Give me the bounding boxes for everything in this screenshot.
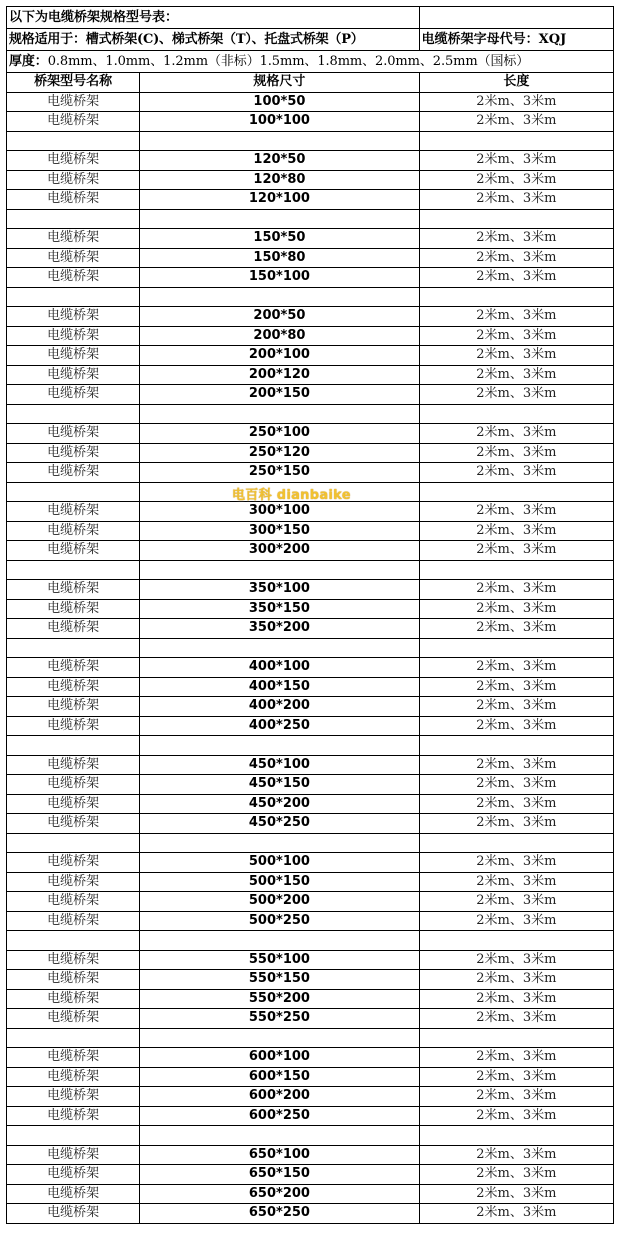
table-row — [7, 170, 614, 190]
table-row — [7, 229, 614, 249]
length-cell: 2米m、3米m — [419, 619, 613, 639]
table-row — [7, 892, 614, 912]
spec-size-cell: 500*100 — [140, 853, 419, 873]
length-cell: 2米m、3米m — [419, 794, 613, 814]
table-title: 以下为电缆桥架规格型号表： — [7, 7, 420, 29]
blank-cell — [7, 404, 140, 424]
blank-separator-row — [7, 1126, 614, 1146]
spec-size-cell: 120*50 — [140, 151, 419, 171]
length-cell: 2米m、3米m — [419, 151, 613, 171]
cable-tray-name-cell: 电缆桥架 — [7, 385, 140, 405]
cable-tray-name-cell: 电缆桥架 — [7, 950, 140, 970]
thickness-row — [7, 51, 614, 73]
blank-cell — [140, 833, 419, 853]
spec-size-cell: 150*80 — [140, 248, 419, 268]
table-row — [7, 775, 614, 795]
length-cell: 2米m、3米m — [419, 365, 613, 385]
spec-size-cell: 500*200 — [140, 892, 419, 912]
cable-tray-name-cell: 电缆桥架 — [7, 911, 140, 931]
blank-cell — [7, 931, 140, 951]
cable-tray-name-cell: 电缆桥架 — [7, 92, 140, 112]
spec-size-cell: 300*100 — [140, 502, 419, 522]
table-row — [7, 658, 614, 678]
spec-size-cell: 550*150 — [140, 970, 419, 990]
blank-separator-row — [7, 131, 614, 151]
cable-tray-name-cell: 电缆桥架 — [7, 677, 140, 697]
blank-cell — [419, 404, 613, 424]
applies-row — [7, 29, 614, 51]
spec-size-cell: 350*200 — [140, 619, 419, 639]
spec-size-cell: 200*50 — [140, 307, 419, 327]
blank-separator-row — [7, 736, 614, 756]
cable-tray-name-cell: 电缆桥架 — [7, 599, 140, 619]
cable-tray-name-cell: 电缆桥架 — [7, 619, 140, 639]
spec-size-cell: 300*200 — [140, 541, 419, 561]
blank-cell — [140, 404, 419, 424]
length-cell: 2米m、3米m — [419, 502, 613, 522]
table-row — [7, 970, 614, 990]
table-row — [7, 190, 614, 210]
cable-tray-name-cell: 电缆桥架 — [7, 1165, 140, 1185]
spec-size-cell: 200*100 — [140, 346, 419, 366]
spec-size-cell: 500*250 — [140, 911, 419, 931]
spec-size-cell: 250*120 — [140, 443, 419, 463]
blank-cell — [419, 131, 613, 151]
blank-cell — [419, 638, 613, 658]
spec-size-cell: 400*150 — [140, 677, 419, 697]
thickness-note — [7, 51, 614, 73]
spec-size-cell: 450*100 — [140, 755, 419, 775]
spec-size-cell: 500*150 — [140, 872, 419, 892]
length-cell: 2米m、3米m — [419, 170, 613, 190]
cable-tray-name-cell: 电缆桥架 — [7, 970, 140, 990]
blank-cell — [419, 209, 613, 229]
letter-code: 电缆桥架字母代号：XQJ — [419, 29, 613, 51]
blank-cell — [419, 560, 613, 580]
length-cell: 2米m、3米m — [419, 229, 613, 249]
cable-tray-name-cell: 电缆桥架 — [7, 365, 140, 385]
cable-tray-name-cell: 电缆桥架 — [7, 1009, 140, 1029]
table-row — [7, 580, 614, 600]
cable-tray-name-cell: 电缆桥架 — [7, 1145, 140, 1165]
table-row — [7, 502, 614, 522]
cable-tray-name-cell: 电缆桥架 — [7, 463, 140, 483]
cable-tray-name-cell: 电缆桥架 — [7, 151, 140, 171]
length-cell: 2米m、3米m — [419, 443, 613, 463]
blank-cell — [140, 560, 419, 580]
cable-tray-name-cell: 电缆桥架 — [7, 794, 140, 814]
blank-cell — [7, 833, 140, 853]
table-row — [7, 326, 614, 346]
blank-separator-row — [7, 1028, 614, 1048]
cable-tray-name-cell: 电缆桥架 — [7, 443, 140, 463]
table-row — [7, 151, 614, 171]
length-cell: 2米m、3米m — [419, 463, 613, 483]
cable-tray-name-cell: 电缆桥架 — [7, 755, 140, 775]
blank-cell — [7, 131, 140, 151]
blank-separator-row — [7, 287, 614, 307]
length-cell: 2米m、3米m — [419, 716, 613, 736]
table-row — [7, 1048, 614, 1068]
cable-tray-name-cell: 电缆桥架 — [7, 892, 140, 912]
blank-cell — [419, 833, 613, 853]
length-cell: 2米m、3米m — [419, 580, 613, 600]
table-row — [7, 1145, 614, 1165]
spec-size-cell: 400*100 — [140, 658, 419, 678]
blank-cell — [419, 287, 613, 307]
table-row — [7, 619, 614, 639]
spec-size-cell: 100*50 — [140, 92, 419, 112]
table-row — [7, 1106, 614, 1126]
length-cell: 2米m、3米m — [419, 911, 613, 931]
cable-tray-name-cell: 电缆桥架 — [7, 1087, 140, 1107]
length-cell: 2米m、3米m — [419, 346, 613, 366]
length-cell: 2米m、3米m — [419, 268, 613, 288]
blank-cell — [419, 1126, 613, 1146]
blank-separator-row — [7, 931, 614, 951]
table-row — [7, 248, 614, 268]
blank-cell — [140, 736, 419, 756]
table-row — [7, 112, 614, 132]
length-cell: 2米m、3米m — [419, 853, 613, 873]
cable-tray-name-cell: 电缆桥架 — [7, 268, 140, 288]
table-row — [7, 346, 614, 366]
table-row — [7, 911, 614, 931]
length-cell: 2米m、3米m — [419, 1048, 613, 1068]
table-row — [7, 1087, 614, 1107]
cable-tray-name-cell: 电缆桥架 — [7, 170, 140, 190]
table-row — [7, 443, 614, 463]
table-row — [7, 755, 614, 775]
length-cell: 2米m、3米m — [419, 892, 613, 912]
table-row — [7, 814, 614, 834]
blank-cell — [419, 482, 613, 502]
spec-size-cell: 150*50 — [140, 229, 419, 249]
thickness-values: 0.8mm、1.0mm、1.2mm（非标）1.5mm、1.8mm、2.0mm、2.5mm（国标） — [47, 53, 530, 69]
cable-tray-name-cell: 电缆桥架 — [7, 1204, 140, 1224]
spec-size-cell: 600*150 — [140, 1067, 419, 1087]
length-cell: 2米m、3米m — [419, 307, 613, 327]
cable-tray-name-cell: 电缆桥架 — [7, 853, 140, 873]
cable-tray-name-cell: 电缆桥架 — [7, 580, 140, 600]
blank-cell — [7, 560, 140, 580]
column-header-spec: 规格尺寸 — [140, 73, 419, 93]
length-cell: 2米m、3米m — [419, 677, 613, 697]
table-row — [7, 989, 614, 1009]
cable-tray-name-cell: 电缆桥架 — [7, 229, 140, 249]
table-row — [7, 697, 614, 717]
table-row — [7, 1165, 614, 1185]
applies-note: 规格适用于：槽式桥架(C)、梯式桥架（T）、托盘式桥架（P） — [7, 29, 420, 51]
length-cell: 2米m、3米m — [419, 385, 613, 405]
blank-cell — [7, 1028, 140, 1048]
table-row — [7, 365, 614, 385]
blank-cell — [7, 736, 140, 756]
cable-tray-name-cell: 电缆桥架 — [7, 541, 140, 561]
length-cell: 2米m、3米m — [419, 1009, 613, 1029]
spec-size-cell: 450*150 — [140, 775, 419, 795]
spec-size-cell: 650*100 — [140, 1145, 419, 1165]
length-cell: 2米m、3米m — [419, 1106, 613, 1126]
table-row — [7, 541, 614, 561]
spec-size-cell: 120*100 — [140, 190, 419, 210]
cable-tray-name-cell: 电缆桥架 — [7, 1106, 140, 1126]
blank-cell — [7, 482, 140, 502]
blank-separator-row — [7, 209, 614, 229]
thickness-label: 厚度： — [9, 53, 48, 69]
spec-size-cell: 200*150 — [140, 385, 419, 405]
length-cell: 2米m、3米m — [419, 950, 613, 970]
spec-size-cell: 400*200 — [140, 697, 419, 717]
length-cell: 2米m、3米m — [419, 521, 613, 541]
spec-size-cell: 350*100 — [140, 580, 419, 600]
cable-tray-name-cell: 电缆桥架 — [7, 190, 140, 210]
table-row — [7, 307, 614, 327]
length-cell: 2米m、3米m — [419, 1067, 613, 1087]
spec-size-cell: 100*100 — [140, 112, 419, 132]
table-row — [7, 385, 614, 405]
spec-size-cell: 650*150 — [140, 1165, 419, 1185]
blank-cell — [140, 1126, 419, 1146]
length-cell: 2米m、3米m — [419, 989, 613, 1009]
watermark: 电百科 dianbaike — [232, 488, 351, 503]
blank-cell — [140, 1028, 419, 1048]
spec-size-cell: 650*250 — [140, 1204, 419, 1224]
table-row — [7, 1067, 614, 1087]
blank-cell — [7, 638, 140, 658]
cable-tray-name-cell: 电缆桥架 — [7, 716, 140, 736]
table-row — [7, 872, 614, 892]
cable-tray-name-cell: 电缆桥架 — [7, 814, 140, 834]
column-header-name: 桥架型号名称 — [7, 73, 140, 93]
blank-separator-row — [7, 638, 614, 658]
title-blank-cell — [419, 7, 613, 29]
blank-cell — [419, 1028, 613, 1048]
cable-tray-name-cell: 电缆桥架 — [7, 521, 140, 541]
table-row — [7, 268, 614, 288]
length-cell: 2米m、3米m — [419, 1087, 613, 1107]
blank-cell — [140, 638, 419, 658]
table-row — [7, 599, 614, 619]
cable-tray-name-cell: 电缆桥架 — [7, 112, 140, 132]
blank-cell — [140, 131, 419, 151]
length-cell: 2米m、3米m — [419, 599, 613, 619]
cable-tray-name-cell: 电缆桥架 — [7, 1067, 140, 1087]
spec-size-cell: 350*150 — [140, 599, 419, 619]
blank-cell — [7, 1126, 140, 1146]
column-header-row — [7, 73, 614, 93]
spec-size-cell: 200*120 — [140, 365, 419, 385]
blank-cell — [140, 931, 419, 951]
spec-size-cell: 450*200 — [140, 794, 419, 814]
length-cell: 2米m、3米m — [419, 1204, 613, 1224]
spec-size-cell: 150*100 — [140, 268, 419, 288]
table-row — [7, 677, 614, 697]
spec-size-cell: 200*80 — [140, 326, 419, 346]
table-row — [7, 92, 614, 112]
length-cell: 2米m、3米m — [419, 872, 613, 892]
table-row — [7, 1009, 614, 1029]
cable-tray-name-cell: 电缆桥架 — [7, 424, 140, 444]
length-cell: 2米m、3米m — [419, 658, 613, 678]
spec-size-cell: 250*150 — [140, 463, 419, 483]
column-header-length: 长度 — [419, 73, 613, 93]
length-cell: 2米m、3米m — [419, 755, 613, 775]
blank-cell — [140, 209, 419, 229]
table-row — [7, 716, 614, 736]
length-cell: 2米m、3米m — [419, 424, 613, 444]
table-row — [7, 424, 614, 444]
spec-size-cell: 250*100 — [140, 424, 419, 444]
spec-table — [6, 6, 614, 1224]
cable-tray-name-cell: 电缆桥架 — [7, 872, 140, 892]
title-row — [7, 7, 614, 29]
table-row — [7, 853, 614, 873]
cable-tray-name-cell: 电缆桥架 — [7, 1184, 140, 1204]
table-row — [7, 1184, 614, 1204]
cable-tray-name-cell: 电缆桥架 — [7, 502, 140, 522]
cable-tray-name-cell: 电缆桥架 — [7, 775, 140, 795]
cable-tray-name-cell: 电缆桥架 — [7, 1048, 140, 1068]
length-cell: 2米m、3米m — [419, 92, 613, 112]
blank-cell — [140, 287, 419, 307]
cable-tray-name-cell: 电缆桥架 — [7, 658, 140, 678]
length-cell: 2米m、3米m — [419, 248, 613, 268]
length-cell: 2米m、3米m — [419, 190, 613, 210]
blank-cell — [7, 209, 140, 229]
cable-tray-name-cell: 电缆桥架 — [7, 989, 140, 1009]
spec-size-cell: 450*250 — [140, 814, 419, 834]
blank-cell — [7, 287, 140, 307]
blank-separator-row — [7, 560, 614, 580]
length-cell: 2米m、3米m — [419, 697, 613, 717]
cable-tray-name-cell: 电缆桥架 — [7, 697, 140, 717]
table-row — [7, 794, 614, 814]
length-cell: 2米m、3米m — [419, 1145, 613, 1165]
table-row — [7, 1204, 614, 1224]
length-cell: 2米m、3米m — [419, 1184, 613, 1204]
length-cell: 2米m、3米m — [419, 970, 613, 990]
spec-size-cell: 400*250 — [140, 716, 419, 736]
blank-separator-row — [7, 404, 614, 424]
length-cell: 2米m、3米m — [419, 541, 613, 561]
spec-size-cell: 120*80 — [140, 170, 419, 190]
spec-size-cell: 550*100 — [140, 950, 419, 970]
spec-size-cell: 300*150 — [140, 521, 419, 541]
spec-size-cell: 600*100 — [140, 1048, 419, 1068]
length-cell: 2米m、3米m — [419, 814, 613, 834]
cable-tray-name-cell: 电缆桥架 — [7, 307, 140, 327]
cable-tray-name-cell: 电缆桥架 — [7, 248, 140, 268]
length-cell: 2米m、3米m — [419, 326, 613, 346]
spec-size-cell: 600*200 — [140, 1087, 419, 1107]
spec-size-cell: 650*200 — [140, 1184, 419, 1204]
spec-size-cell: 550*250 — [140, 1009, 419, 1029]
cable-tray-name-cell: 电缆桥架 — [7, 346, 140, 366]
blank-cell — [419, 931, 613, 951]
table-row — [7, 463, 614, 483]
length-cell: 2米m、3米m — [419, 1165, 613, 1185]
blank-separator-row — [7, 833, 614, 853]
length-cell: 2米m、3米m — [419, 112, 613, 132]
spec-size-cell: 550*200 — [140, 989, 419, 1009]
blank-cell — [419, 736, 613, 756]
length-cell: 2米m、3米m — [419, 775, 613, 795]
table-row — [7, 950, 614, 970]
table-row — [7, 521, 614, 541]
cable-tray-name-cell: 电缆桥架 — [7, 326, 140, 346]
spec-size-cell: 600*250 — [140, 1106, 419, 1126]
